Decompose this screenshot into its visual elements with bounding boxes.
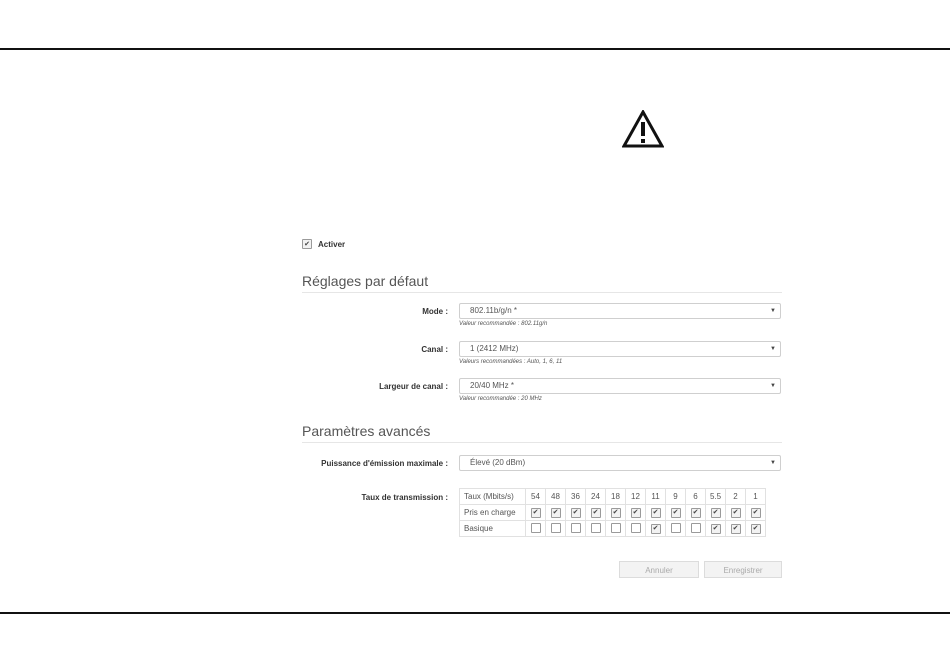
basic-rate-checkbox[interactable] <box>631 523 641 533</box>
top-divider <box>0 48 950 50</box>
rate-header-cell: 54 <box>526 489 546 505</box>
supported-cell <box>646 505 666 521</box>
basic-cell <box>526 521 546 537</box>
tx-power-select-value: Élevé (20 dBm) <box>470 458 526 467</box>
mode-select-value: 802.11b/g/n * <box>470 306 518 315</box>
basic-rate-checkbox[interactable]: ✔ <box>711 524 721 534</box>
channel-label: Canal : <box>421 345 448 354</box>
supported-cell <box>626 505 646 521</box>
basic-rate-checkbox[interactable] <box>591 523 601 533</box>
warning-triangle-icon <box>622 110 664 148</box>
basic-cell <box>646 521 666 537</box>
supported-rate-checkbox[interactable]: ✔ <box>591 508 601 518</box>
tx-power-select[interactable] <box>459 455 781 471</box>
rates-header-row <box>460 489 766 505</box>
enable-label: Activer <box>318 239 346 249</box>
basic-rate-checkbox[interactable]: ✔ <box>731 524 741 534</box>
enable-checkbox[interactable]: ✔ <box>302 239 312 249</box>
basic-cell <box>666 521 686 537</box>
tx-rates-table <box>459 488 766 537</box>
channel-hint: Valeurs recommandées : Auto, 1, 6, 11 <box>459 359 563 365</box>
basic-cell <box>566 521 586 537</box>
basic-cell <box>746 521 766 537</box>
basic-cell <box>606 521 626 537</box>
supported-cell <box>526 505 546 521</box>
rate-header-cell: 12 <box>626 489 646 505</box>
rate-header-cell: 18 <box>606 489 626 505</box>
basic-rate-checkbox[interactable] <box>571 523 581 533</box>
tx-rates-label: Taux de transmission : <box>361 493 448 502</box>
supported-cell <box>666 505 686 521</box>
basic-cell <box>686 521 706 537</box>
chevron-down-icon: ▼ <box>770 460 776 466</box>
mode-label: Mode : <box>422 307 448 316</box>
rate-header-cell: 6 <box>686 489 706 505</box>
rate-header-cell: 5.5 <box>706 489 726 505</box>
supported-cell <box>546 505 566 521</box>
supported-label: Pris en charge <box>460 505 526 521</box>
supported-rate-checkbox[interactable]: ✔ <box>731 508 741 518</box>
tx-power-label: Puissance d'émission maximale : <box>321 459 448 468</box>
basic-rate-checkbox[interactable] <box>611 523 621 533</box>
basic-rate-checkbox[interactable]: ✔ <box>751 524 761 534</box>
supported-rate-checkbox[interactable]: ✔ <box>551 508 561 518</box>
channel-select[interactable] <box>459 341 781 357</box>
channel-select-value: 1 (2412 MHz) <box>470 344 519 353</box>
supported-rate-checkbox[interactable]: ✔ <box>571 508 581 518</box>
supported-row <box>460 505 766 521</box>
advanced-settings-title: Paramètres avancés <box>302 423 782 443</box>
supported-rate-checkbox[interactable]: ✔ <box>611 508 621 518</box>
save-button[interactable]: Enregistrer <box>704 561 782 578</box>
rate-header-cell: 11 <box>646 489 666 505</box>
chevron-down-icon: ▼ <box>770 308 776 314</box>
supported-cell <box>746 505 766 521</box>
basic-cell <box>586 521 606 537</box>
supported-cell <box>686 505 706 521</box>
supported-rate-checkbox[interactable]: ✔ <box>651 508 661 518</box>
supported-cell <box>726 505 746 521</box>
default-settings-title: Réglages par défaut <box>302 273 782 293</box>
basic-label: Basique <box>460 521 526 537</box>
rate-header-cell: 2 <box>726 489 746 505</box>
supported-rate-checkbox[interactable]: ✔ <box>631 508 641 518</box>
basic-cell <box>726 521 746 537</box>
supported-rate-checkbox[interactable]: ✔ <box>691 508 701 518</box>
basic-rate-checkbox[interactable] <box>671 523 681 533</box>
chevron-down-icon: ▼ <box>770 383 776 389</box>
basic-row <box>460 521 766 537</box>
mode-select[interactable] <box>459 303 781 319</box>
basic-cell <box>546 521 566 537</box>
rate-header-cell: 9 <box>666 489 686 505</box>
channel-width-hint: Valeur recommandée : 20 MHz <box>459 396 542 402</box>
basic-rate-checkbox[interactable] <box>531 523 541 533</box>
channel-width-label: Largeur de canal : <box>379 382 448 391</box>
bottom-divider <box>0 612 950 614</box>
channel-width-select[interactable] <box>459 378 781 394</box>
basic-cell <box>706 521 726 537</box>
enable-row <box>302 239 345 249</box>
supported-rate-checkbox[interactable]: ✔ <box>751 508 761 518</box>
supported-cell <box>606 505 626 521</box>
supported-cell <box>586 505 606 521</box>
rates-header-label: Taux (Mbits/s) <box>460 489 526 505</box>
rate-header-cell: 36 <box>566 489 586 505</box>
basic-rate-checkbox[interactable] <box>551 523 561 533</box>
supported-cell <box>566 505 586 521</box>
basic-rate-checkbox[interactable] <box>691 523 701 533</box>
channel-width-select-value: 20/40 MHz * <box>470 381 515 390</box>
basic-rate-checkbox[interactable]: ✔ <box>651 524 661 534</box>
supported-rate-checkbox[interactable]: ✔ <box>711 508 721 518</box>
supported-rate-checkbox[interactable]: ✔ <box>531 508 541 518</box>
mode-hint: Valeur recommandée : 802.11g/n <box>459 321 548 327</box>
rate-header-cell: 48 <box>546 489 566 505</box>
supported-cell <box>706 505 726 521</box>
chevron-down-icon: ▼ <box>770 346 776 352</box>
rate-header-cell: 1 <box>746 489 766 505</box>
basic-cell <box>626 521 646 537</box>
cancel-button[interactable]: Annuler <box>619 561 699 578</box>
supported-rate-checkbox[interactable]: ✔ <box>671 508 681 518</box>
rate-header-cell: 24 <box>586 489 606 505</box>
